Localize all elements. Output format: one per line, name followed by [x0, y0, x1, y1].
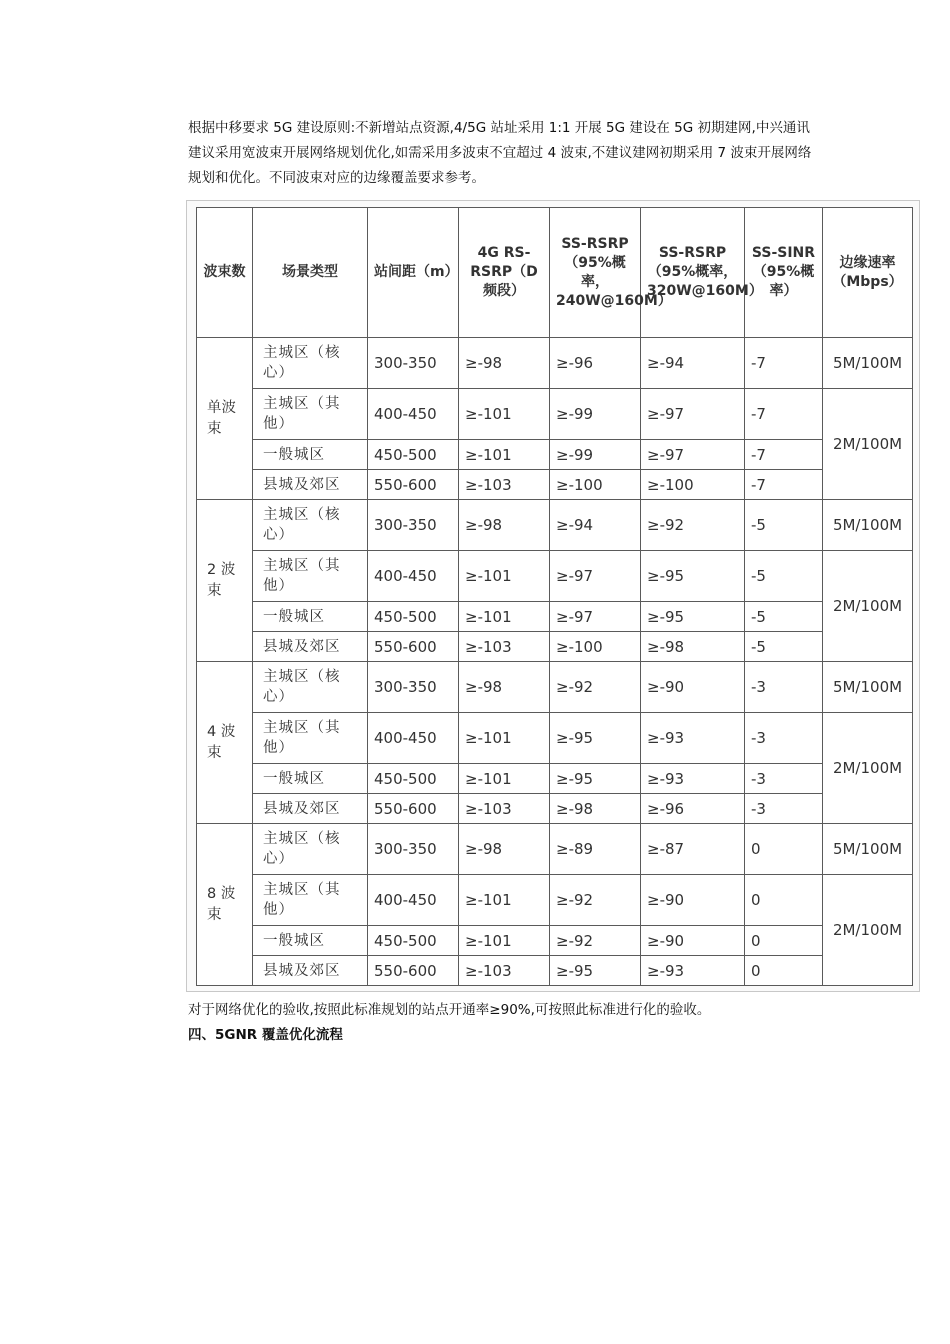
- table-row: [197, 956, 913, 986]
- table-row: [197, 602, 913, 632]
- table-row: [197, 470, 913, 500]
- table-row: [197, 632, 913, 662]
- beam-count-cell: 单波束: [197, 338, 253, 500]
- ss-rsrp-240w-cell: ≥-92: [550, 662, 641, 713]
- scene-cell: 一般城区: [253, 764, 368, 794]
- header-lte-rsrp: 4G RS-RSRP（D 频段）: [459, 208, 550, 338]
- scene-cell: 主城区（其他）: [253, 551, 368, 602]
- lte-rsrp-cell: ≥-101: [459, 551, 550, 602]
- edge-rate-cell: 5M/100M: [823, 338, 913, 389]
- distance-cell: 400-450: [368, 551, 459, 602]
- table-row: [197, 500, 913, 551]
- distance-cell: 400-450: [368, 875, 459, 926]
- scene-cell: 县城及郊区: [253, 632, 368, 662]
- ss-sinr-cell: 0: [745, 926, 823, 956]
- ss-sinr-cell: -7: [745, 338, 823, 389]
- ss-sinr-cell: -7: [745, 470, 823, 500]
- table-row: [197, 794, 913, 824]
- scene-cell: 主城区（核心）: [253, 662, 368, 713]
- lte-rsrp-cell: ≥-101: [459, 713, 550, 764]
- ss-rsrp-320w-cell: ≥-93: [641, 713, 745, 764]
- lte-rsrp-cell: ≥-101: [459, 602, 550, 632]
- ss-rsrp-320w-cell: ≥-97: [641, 389, 745, 440]
- table-row: [197, 926, 913, 956]
- distance-cell: 300-350: [368, 662, 459, 713]
- lte-rsrp-cell: ≥-101: [459, 440, 550, 470]
- lte-rsrp-cell: ≥-103: [459, 794, 550, 824]
- edge-rate-cell: 5M/100M: [823, 500, 913, 551]
- coverage-requirements-table: [196, 207, 913, 986]
- table-row: [197, 713, 913, 764]
- lte-rsrp-cell: ≥-101: [459, 764, 550, 794]
- ss-rsrp-240w-cell: ≥-95: [550, 764, 641, 794]
- ss-sinr-cell: -3: [745, 794, 823, 824]
- ss-rsrp-320w-cell: ≥-100: [641, 470, 745, 500]
- distance-cell: 550-600: [368, 632, 459, 662]
- header-beams: 波束数: [197, 208, 253, 338]
- ss-sinr-cell: -3: [745, 662, 823, 713]
- ss-rsrp-320w-cell: ≥-87: [641, 824, 745, 875]
- table-row: [197, 551, 913, 602]
- lte-rsrp-cell: ≥-101: [459, 875, 550, 926]
- header-ss-rsrp-240w: SS-RSRP（95%概率，240W@160M）: [550, 208, 641, 338]
- ss-sinr-cell: -5: [745, 602, 823, 632]
- lte-rsrp-cell: ≥-103: [459, 632, 550, 662]
- beam-count-cell: 2 波束: [197, 500, 253, 662]
- table-row: [197, 875, 913, 926]
- table-row: [197, 764, 913, 794]
- scene-cell: 主城区（核心）: [253, 338, 368, 389]
- scene-cell: 主城区（核心）: [253, 500, 368, 551]
- ss-rsrp-240w-cell: ≥-97: [550, 551, 641, 602]
- scene-cell: 一般城区: [253, 926, 368, 956]
- ss-sinr-cell: -5: [745, 632, 823, 662]
- ss-rsrp-320w-cell: ≥-92: [641, 500, 745, 551]
- ss-rsrp-240w-cell: ≥-92: [550, 926, 641, 956]
- ss-rsrp-320w-cell: ≥-95: [641, 551, 745, 602]
- lte-rsrp-cell: ≥-101: [459, 389, 550, 440]
- lte-rsrp-cell: ≥-98: [459, 338, 550, 389]
- header-ss-rsrp-320w: SS-RSRP（95%概率，320W@160M）: [641, 208, 745, 338]
- edge-rate-cell: 2M/100M: [823, 713, 913, 824]
- scene-cell: 主城区（核心）: [253, 824, 368, 875]
- lte-rsrp-cell: ≥-103: [459, 470, 550, 500]
- ss-sinr-cell: 0: [745, 875, 823, 926]
- ss-rsrp-320w-cell: ≥-97: [641, 440, 745, 470]
- ss-sinr-cell: -3: [745, 764, 823, 794]
- ss-rsrp-320w-cell: ≥-90: [641, 662, 745, 713]
- scene-cell: 一般城区: [253, 602, 368, 632]
- distance-cell: 400-450: [368, 713, 459, 764]
- edge-rate-cell: 2M/100M: [823, 389, 913, 500]
- ss-sinr-cell: -3: [745, 713, 823, 764]
- ss-rsrp-240w-cell: ≥-99: [550, 440, 641, 470]
- scene-cell: 县城及郊区: [253, 794, 368, 824]
- ss-rsrp-240w-cell: ≥-100: [550, 632, 641, 662]
- ss-rsrp-320w-cell: ≥-94: [641, 338, 745, 389]
- ss-rsrp-320w-cell: ≥-90: [641, 875, 745, 926]
- lte-rsrp-cell: ≥-98: [459, 500, 550, 551]
- distance-cell: 450-500: [368, 440, 459, 470]
- scene-cell: 主城区（其他）: [253, 389, 368, 440]
- beam-count-cell: 8 波束: [197, 824, 253, 986]
- ss-sinr-cell: 0: [745, 824, 823, 875]
- table-row: [197, 824, 913, 875]
- distance-cell: 550-600: [368, 794, 459, 824]
- table-row: [197, 389, 913, 440]
- ss-rsrp-240w-cell: ≥-96: [550, 338, 641, 389]
- table-header-row: [197, 208, 913, 338]
- header-distance: 站间距（m）: [368, 208, 459, 338]
- beam-count-cell: 4 波束: [197, 662, 253, 824]
- distance-cell: 300-350: [368, 824, 459, 875]
- table-body: [197, 338, 913, 986]
- distance-cell: 550-600: [368, 956, 459, 986]
- ss-rsrp-240w-cell: ≥-94: [550, 500, 641, 551]
- header-ss-sinr: SS-SINR（95%概率）: [745, 208, 823, 338]
- ss-rsrp-240w-cell: ≥-95: [550, 713, 641, 764]
- ss-rsrp-320w-cell: ≥-93: [641, 956, 745, 986]
- intro-paragraph: 根据中移要求 5G 建设原则:不新增站点资源,4/5G 站址采用 1:1 开展 5G 建设在 5G 初期建网,中兴通讯建议采用宽波束开展网络规划优化,如需采用多波束不宜超过 4 波束,不建议建网初期采用 7 波束开展网络规划和优化。不同波束对应的边缘覆盖要求参考。: [188, 120, 812, 186]
- edge-rate-cell: 5M/100M: [823, 662, 913, 713]
- header-scene: 场景类型: [253, 208, 368, 338]
- table-row: [197, 440, 913, 470]
- ss-rsrp-320w-cell: ≥-93: [641, 764, 745, 794]
- scene-cell: 一般城区: [253, 440, 368, 470]
- distance-cell: 450-500: [368, 764, 459, 794]
- ss-rsrp-240w-cell: ≥-92: [550, 875, 641, 926]
- edge-rate-cell: 2M/100M: [823, 551, 913, 662]
- ss-sinr-cell: -7: [745, 389, 823, 440]
- ss-rsrp-320w-cell: ≥-98: [641, 632, 745, 662]
- edge-rate-cell: 5M/100M: [823, 824, 913, 875]
- edge-rate-cell: 2M/100M: [823, 875, 913, 986]
- scene-cell: 县城及郊区: [253, 956, 368, 986]
- ss-sinr-cell: -7: [745, 440, 823, 470]
- table-row: [197, 338, 913, 389]
- distance-cell: 400-450: [368, 389, 459, 440]
- acceptance-note: 对于网络优化的验收,按照此标准规划的站点开通率≥90%,可按照此标准进行化的验收。: [188, 1002, 711, 1018]
- distance-cell: 450-500: [368, 926, 459, 956]
- ss-rsrp-320w-cell: ≥-96: [641, 794, 745, 824]
- table-row: [197, 662, 913, 713]
- ss-rsrp-320w-cell: ≥-90: [641, 926, 745, 956]
- scene-cell: 主城区（其他）: [253, 713, 368, 764]
- ss-sinr-cell: 0: [745, 956, 823, 986]
- lte-rsrp-cell: ≥-101: [459, 926, 550, 956]
- lte-rsrp-cell: ≥-98: [459, 824, 550, 875]
- distance-cell: 450-500: [368, 602, 459, 632]
- ss-rsrp-240w-cell: ≥-97: [550, 602, 641, 632]
- ss-rsrp-240w-cell: ≥-100: [550, 470, 641, 500]
- ss-sinr-cell: -5: [745, 551, 823, 602]
- header-edge-rate: 边缘速率（Mbps）: [823, 208, 913, 338]
- ss-sinr-cell: -5: [745, 500, 823, 551]
- lte-rsrp-cell: ≥-98: [459, 662, 550, 713]
- ss-rsrp-240w-cell: ≥-98: [550, 794, 641, 824]
- ss-rsrp-240w-cell: ≥-95: [550, 956, 641, 986]
- scene-cell: 主城区（其他）: [253, 875, 368, 926]
- distance-cell: 300-350: [368, 500, 459, 551]
- section-heading: 四、5GNR 覆盖优化流程: [188, 1027, 343, 1043]
- ss-rsrp-240w-cell: ≥-99: [550, 389, 641, 440]
- ss-rsrp-240w-cell: ≥-89: [550, 824, 641, 875]
- distance-cell: 550-600: [368, 470, 459, 500]
- distance-cell: 300-350: [368, 338, 459, 389]
- lte-rsrp-cell: ≥-103: [459, 956, 550, 986]
- scene-cell: 县城及郊区: [253, 470, 368, 500]
- ss-rsrp-320w-cell: ≥-95: [641, 602, 745, 632]
